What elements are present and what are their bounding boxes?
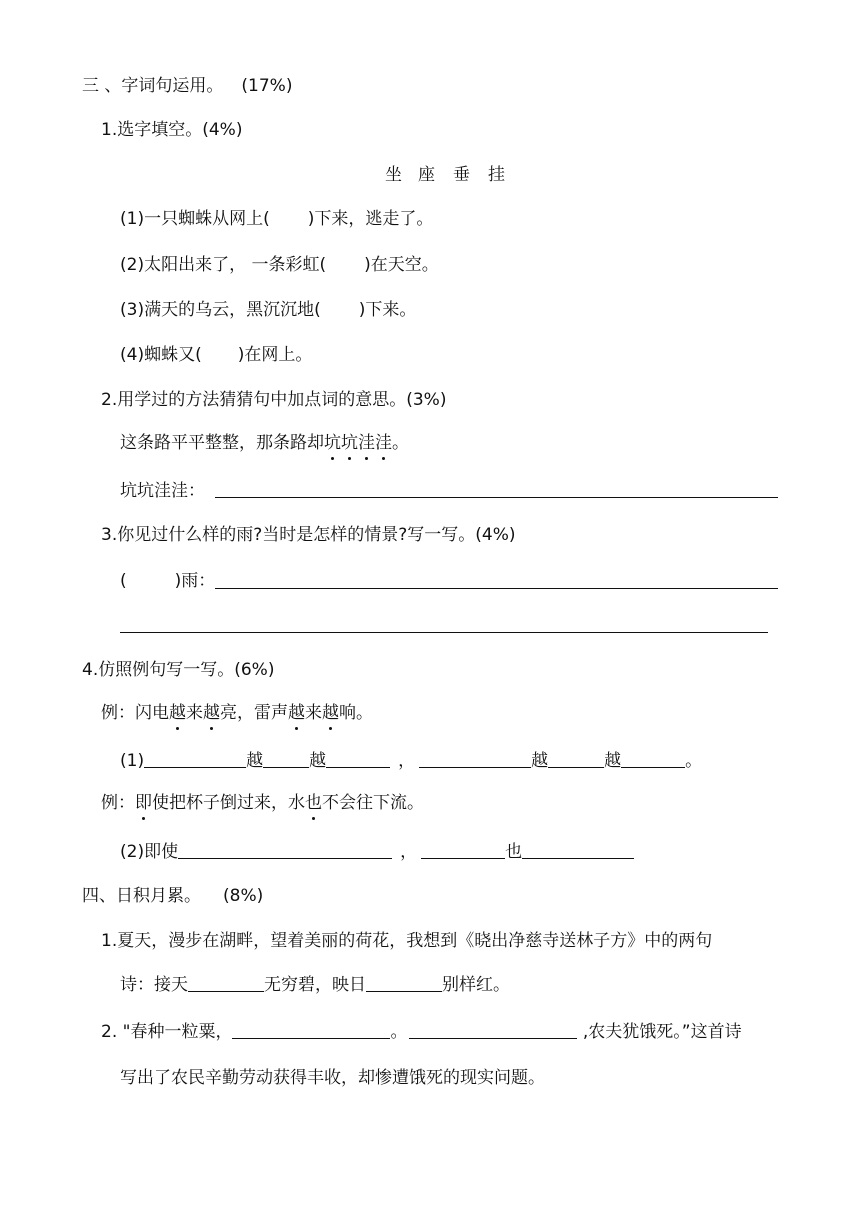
blank-line[interactable] (144, 751, 246, 768)
dotted-char: 越 (288, 703, 305, 723)
dotted-char: 洼 (358, 433, 375, 453)
example-text: 来 (305, 703, 322, 723)
q1-item-4 (120, 343, 312, 367)
period: 。 (685, 751, 703, 771)
blank-line[interactable] (178, 842, 392, 859)
dotted-char: 越 (203, 703, 220, 723)
blank-line[interactable] (263, 751, 309, 768)
q6-line-2: 写出了农民辛勤劳动获得丰收，却惨遭饿死的现实问题。 (120, 1068, 545, 1088)
q4-item-1 (120, 749, 702, 773)
poem-text: ,农夫犹饿死。”这首诗 (577, 1022, 742, 1042)
item-text: (4)蜘蛛又( (120, 345, 202, 365)
poem-text: 别样红。 (442, 975, 510, 995)
q1-item-2 (120, 253, 439, 277)
item-text: )下来。 (358, 300, 417, 320)
blank-line[interactable] (621, 751, 685, 768)
comma: ， (400, 842, 418, 862)
example-text: 亮，雷声 (220, 703, 288, 723)
dotted-char: 即 (135, 793, 152, 813)
yue-char: 越 (531, 751, 549, 771)
example-text: 响。 (339, 703, 373, 723)
poem-text: 诗：接天 (120, 975, 188, 995)
blank-line[interactable] (419, 751, 531, 768)
choice-words (385, 163, 505, 187)
section-3-title: 三 、字词句运用。 (82, 76, 224, 96)
question-1-title: 1.选字填空。(4%) (101, 120, 243, 140)
q3-answer-line-1[interactable] (215, 588, 778, 589)
comma: ， (398, 751, 416, 771)
item-text: )在天空。 (364, 255, 439, 275)
sentence-text: 这条路平平整整，那条路却 (120, 433, 324, 453)
paren-open: ( (120, 571, 127, 591)
blank-line[interactable] (232, 1022, 390, 1039)
ye-char: 也 (505, 842, 523, 862)
poem-text: 无穷碧，映日 (264, 975, 366, 995)
poem-text: 2. "春种一粒粟， (101, 1022, 233, 1042)
item-text: )下来，逃走了。 (307, 209, 434, 229)
q2-answer-label: 坑坑洼洼： (120, 481, 205, 501)
blank-line[interactable] (326, 751, 390, 768)
question-2-title: 2.用学过的方法猜猜句中加点词的意思。(3%) (101, 390, 447, 410)
blank-line[interactable] (421, 842, 505, 859)
q2-answer-line[interactable] (215, 497, 778, 498)
blank-line[interactable] (366, 975, 442, 992)
example-text: 来 (186, 703, 203, 723)
sentence-text: 。 (392, 433, 409, 453)
q5-line-1: 1.夏天，漫步在湖畔，望着美丽的荷花，我想到《晓出净慈寺送林子方》中的两句 (101, 931, 713, 951)
q6-line-1 (101, 1020, 742, 1044)
section-4-title: 四、日积月累。 (82, 886, 201, 906)
choice-word: 坐 (385, 165, 402, 185)
dotted-char: 坑 (341, 433, 358, 453)
choice-word: 垂 (453, 165, 470, 185)
q1-item-3 (120, 298, 416, 322)
example-text: 例：闪电 (101, 703, 169, 723)
poem-text: 。 (390, 1022, 408, 1042)
q4-item-2 (120, 840, 634, 864)
blank-line[interactable] (548, 751, 604, 768)
blank-line[interactable] (409, 1022, 577, 1039)
item-text: )在网上。 (237, 345, 313, 365)
section-3-score: (17%) (241, 76, 293, 96)
question-3-title: 3.你见过什么样的雨?当时是怎样的情景?写一写。(4%) (101, 525, 516, 545)
q2-sentence (120, 431, 409, 455)
choice-word: 挂 (488, 165, 505, 185)
item-number: (1) (120, 751, 145, 771)
example-text: 例： (101, 793, 135, 813)
blank-line[interactable] (188, 975, 264, 992)
section-4-score: (8%) (223, 886, 264, 906)
dotted-char: 坑 (324, 433, 341, 453)
dotted-char: 也 (305, 793, 322, 813)
dotted-char: 洼 (375, 433, 392, 453)
item-text: (3)满天的乌云，黑沉沉地( (120, 300, 321, 320)
example-text: 不会往下流。 (322, 793, 424, 813)
q4-example-1 (101, 701, 373, 725)
q4-example-2 (101, 791, 424, 815)
item-text: (2)太阳出来了， 一条彩虹( (120, 255, 327, 275)
q3-answer-line-2[interactable] (120, 632, 768, 633)
item-text: (1)一只蜘蛛从网上( (120, 209, 270, 229)
choice-word: 座 (418, 165, 435, 185)
section-4-heading (82, 884, 263, 908)
q5-line-2 (120, 973, 510, 997)
dotted-char: 越 (169, 703, 186, 723)
yue-char: 越 (309, 751, 327, 771)
blank-line[interactable] (522, 842, 634, 859)
q1-item-1 (120, 207, 433, 231)
example-text: 使把杯子倒过来，水 (152, 793, 305, 813)
question-4-title: 4.仿照例句写一写。(6%) (82, 660, 275, 680)
yue-char: 越 (246, 751, 264, 771)
dotted-char: 越 (322, 703, 339, 723)
item-number: (2)即使 (120, 842, 179, 862)
yue-char: 越 (604, 751, 622, 771)
q3-answer-row (120, 569, 215, 593)
section-3-heading (82, 74, 292, 98)
rain-label: )雨： (174, 571, 216, 591)
